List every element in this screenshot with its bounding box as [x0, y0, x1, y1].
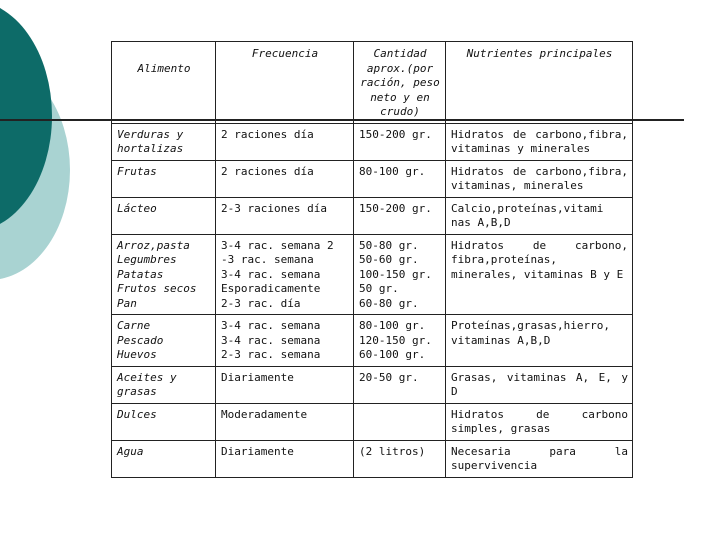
quantity-cell: [354, 366, 446, 403]
food-cell-line: Legumbres: [117, 253, 177, 266]
frequency-cell: [216, 440, 354, 477]
nutrients-cell: [446, 315, 633, 367]
frequency-cell-line: 2 raciones día: [221, 127, 314, 141]
nutrients-cell-text: Hidratos de carbono, fibra,proteínas, minerales, vitaminas B y E: [451, 238, 628, 281]
food-cell-line: Arroz,pasta: [117, 238, 190, 252]
food-cell-line: Aceites y grasas: [117, 370, 177, 398]
frequency-cell-line: Diariamente: [221, 444, 294, 458]
frequency-cell-line: 2 raciones día: [221, 164, 314, 178]
food-cell-line: Agua: [117, 444, 144, 458]
food-cell: [112, 403, 216, 440]
frequency-cell-line: 3-4 rac. semana: [221, 267, 321, 281]
quantity-cell-line: 60-80 gr.: [359, 296, 419, 310]
frequency-cell-line: 3-4 rac. semana: [221, 319, 321, 332]
food-cell-line: Pescado: [117, 333, 164, 347]
quantity-cell: [354, 123, 446, 160]
food-cell-line: Lácteo: [117, 201, 157, 215]
header-nutrients: Nutrientes principales: [446, 42, 633, 124]
table-row: [112, 315, 633, 367]
food-cell-line: Frutos secos: [117, 282, 197, 295]
table-row: [112, 440, 633, 477]
frequency-cell-line: 2-3 raciones día: [221, 201, 327, 215]
food-cell-line: Frutas: [117, 164, 157, 178]
quantity-cell-line: 50 gr.: [359, 282, 399, 295]
frequency-cell-line: Moderadamente: [221, 407, 308, 421]
quantity-cell-line: 80-100 gr.: [359, 319, 426, 332]
table-row: [112, 197, 633, 234]
frequency-cell: [216, 197, 354, 234]
header-food: Alimento: [112, 42, 216, 124]
table-header-row: [112, 42, 633, 124]
frequency-cell-line: 2-3 rac. día: [221, 296, 301, 310]
quantity-cell-line: 100-150 gr.: [359, 267, 432, 281]
food-cell: [112, 123, 216, 160]
quantity-cell-line: (2 litros): [359, 444, 426, 458]
quantity-cell-line: 50-80 gr.: [359, 238, 419, 252]
diet-frequency-table: [111, 41, 633, 478]
food-cell-line: Huevos: [117, 348, 157, 361]
table-row: [112, 160, 633, 197]
frequency-cell-line: Esporadicamente: [221, 282, 321, 295]
food-cell-line: Patatas: [117, 267, 164, 281]
nutrients-cell: [446, 123, 633, 160]
nutrients-cell-text: Hidratos de carbono simples, grasas: [451, 407, 628, 435]
nutrients-cell-text: Hidratos de carbono,fibra, vitaminas y minerales: [451, 127, 628, 155]
quantity-cell-line: 20-50 gr.: [359, 370, 419, 384]
nutrients-cell: [446, 234, 633, 315]
nutrients-cell-text: Necesaria para la supervivencia: [451, 444, 628, 472]
table-row: [112, 366, 633, 403]
quantity-cell: [354, 160, 446, 197]
frequency-cell: [216, 160, 354, 197]
quantity-cell-line: 150-200 gr.: [359, 201, 432, 215]
quantity-cell: [354, 403, 446, 440]
table-row: [112, 403, 633, 440]
quantity-cell-line: 80-100 gr.: [359, 164, 426, 178]
food-cell-line: Verduras y hortalizas: [117, 127, 184, 155]
food-cell: [112, 440, 216, 477]
food-cell-line: Carne: [117, 319, 151, 332]
frequency-cell: [216, 366, 354, 403]
food-cell: [112, 160, 216, 197]
nutrients-cell-text: Hidratos de carbono,fibra, vitaminas, minerales: [451, 164, 628, 192]
quantity-cell: [354, 197, 446, 234]
nutrients-cell: [446, 440, 633, 477]
food-cell: [112, 315, 216, 367]
frequency-cell: [216, 315, 354, 367]
table-row: [112, 123, 633, 160]
frequency-cell-line: 3-4 rac. semana 2: [221, 238, 334, 252]
frequency-cell-line: Diariamente: [221, 370, 294, 384]
quantity-cell-line: 120-150 gr.: [359, 333, 432, 347]
nutrients-cell-text: Grasas, vitaminas A, E, y D: [451, 370, 628, 398]
frequency-cell-line: 3-4 rac. semana: [221, 333, 321, 347]
food-cell: [112, 197, 216, 234]
nutrients-cell: [446, 366, 633, 403]
food-cell-line: Dulces: [117, 407, 157, 421]
quantity-cell: [354, 440, 446, 477]
quantity-cell: [354, 315, 446, 367]
table-row: [112, 234, 633, 315]
nutrients-cell: [446, 197, 633, 234]
quantity-cell-line: 50-60 gr.: [359, 253, 419, 266]
frequency-cell: [216, 234, 354, 315]
header-quantity: Cantidad aprox.(por ración, peso neto y en crudo): [354, 42, 446, 124]
nutrients-cell-text: Proteínas,grasas,hierro, vitaminas A,B,D: [451, 319, 610, 347]
quantity-cell-line: 150-200 gr.: [359, 127, 432, 141]
nutrients-cell-text: Calcio,proteínas,vitami nas A,B,D: [451, 201, 604, 229]
header-frequency: Frecuencia: [216, 42, 354, 124]
frequency-cell: [216, 123, 354, 160]
frequency-cell-line: -3 rac. semana: [221, 253, 314, 266]
food-cell: [112, 234, 216, 315]
quantity-cell-line: 60-100 gr.: [359, 348, 426, 361]
nutrients-cell: [446, 403, 633, 440]
nutrients-cell: [446, 160, 633, 197]
quantity-cell: [354, 234, 446, 315]
food-cell-line: Pan: [117, 296, 137, 310]
frequency-cell: [216, 403, 354, 440]
frequency-cell-line: 2-3 rac. semana: [221, 348, 321, 361]
food-cell: [112, 366, 216, 403]
